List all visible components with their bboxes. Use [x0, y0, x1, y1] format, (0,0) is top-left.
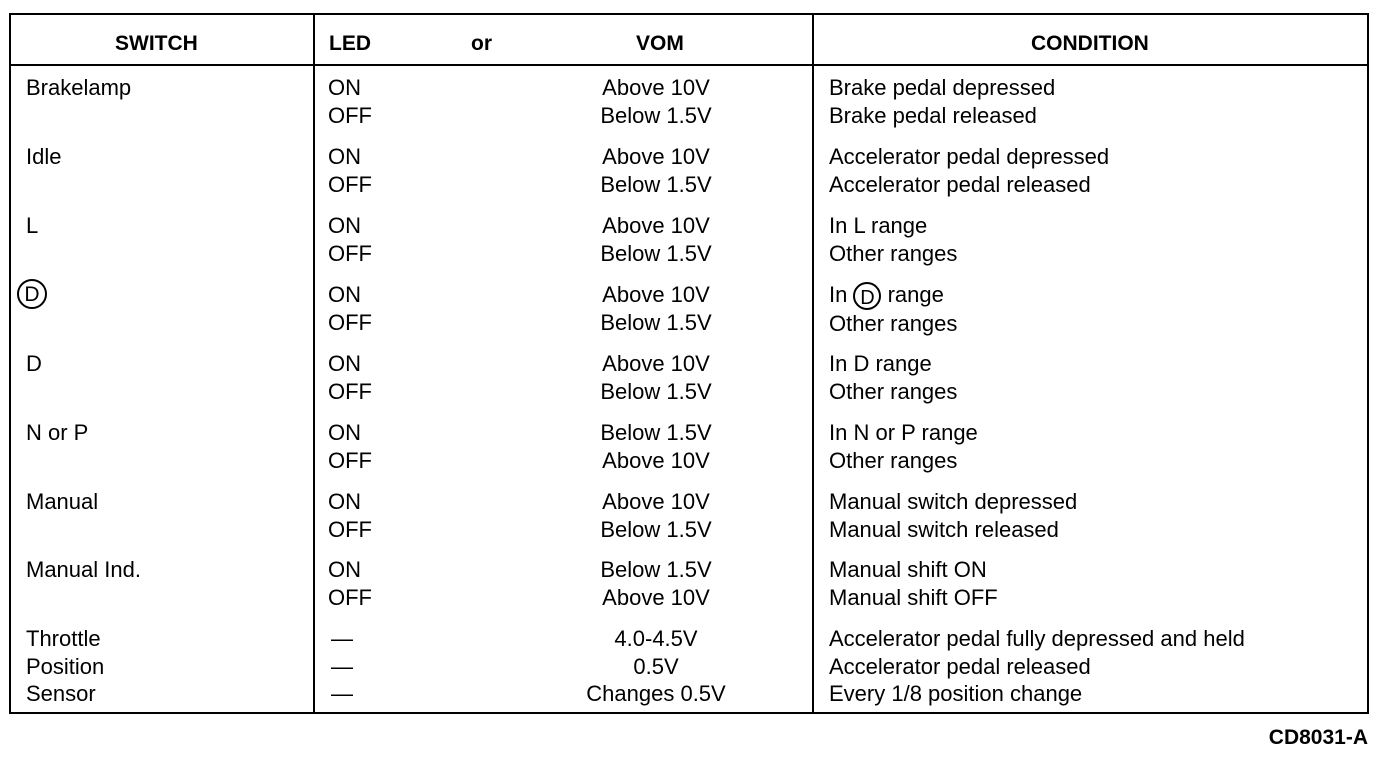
- condition-cell: [829, 143, 1109, 198]
- condition-value: In D range: [829, 351, 932, 376]
- switch-cell: [26, 625, 104, 708]
- vom-value: Below 1.5V: [600, 557, 712, 582]
- led-value: —: [331, 626, 353, 651]
- led-value: OFF: [328, 378, 372, 404]
- condition-cell: [829, 419, 978, 474]
- led-cell: [328, 350, 372, 405]
- led-value: OFF: [328, 171, 372, 197]
- condition-value: In L range: [829, 213, 928, 238]
- led-value: OFF: [328, 102, 372, 128]
- condition-cell: [829, 350, 957, 405]
- circled-d-symbol: D: [17, 279, 47, 309]
- figure-id: CD8031-A: [1268, 726, 1368, 749]
- condition-value: Accelerator pedal released: [829, 653, 1091, 679]
- led-value: —: [331, 653, 353, 679]
- condition-text: In: [829, 282, 848, 307]
- led-cell: [328, 212, 372, 267]
- condition-value: Manual switch depressed: [829, 489, 1078, 514]
- condition-value: Accelerator pedal fully depressed and held: [829, 626, 1245, 651]
- condition-cell: [829, 488, 1077, 543]
- vom-value: Above 10V: [602, 75, 710, 100]
- vom-value: Above 10V: [602, 213, 710, 238]
- led-value: OFF: [328, 516, 372, 542]
- switch-cell: Idle: [26, 144, 62, 169]
- vom-value: Above 10V: [602, 351, 710, 376]
- vom-value: Above 10V: [602, 447, 710, 473]
- condition-cell: [829, 281, 957, 338]
- switch-cell: D: [26, 351, 42, 376]
- vom-value: 0.5V: [633, 653, 679, 679]
- led-value: OFF: [328, 447, 372, 473]
- led-value: —: [331, 681, 353, 706]
- vom-cell: [571, 281, 741, 336]
- vom-value: Above 10V: [602, 144, 710, 169]
- condition-value: Other ranges: [829, 378, 958, 404]
- led-value: ON: [328, 489, 361, 514]
- vom-cell: [571, 625, 741, 708]
- vom-value: Below 1.5V: [600, 516, 712, 542]
- condition-value: Manual switch released: [829, 516, 1059, 542]
- led-cell: [328, 74, 372, 129]
- condition-cell: [829, 212, 957, 267]
- vom-cell: [571, 74, 741, 129]
- header-or: or: [471, 32, 492, 55]
- condition-value: Other ranges: [829, 240, 958, 266]
- switch-cell: L: [26, 213, 39, 238]
- led-value: ON: [328, 557, 361, 582]
- vom-value: Below 1.5V: [600, 309, 712, 335]
- led-cell: [328, 419, 372, 474]
- header-switch: SWITCH: [115, 32, 198, 55]
- condition-value: Brake pedal depressed: [829, 75, 1056, 100]
- vom-cell: [571, 419, 741, 474]
- vom-value: Changes 0.5V: [586, 681, 726, 706]
- vom-value: Above 10V: [602, 489, 710, 514]
- led-value: ON: [328, 351, 361, 376]
- vom-value: Above 10V: [602, 282, 710, 307]
- condition-value: Accelerator pedal depressed: [829, 144, 1110, 169]
- led-cell: [328, 488, 372, 543]
- condition-cell: [829, 556, 998, 611]
- column-divider: [812, 15, 814, 712]
- led-value: ON: [328, 144, 361, 169]
- switch-cell: [17, 279, 47, 309]
- led-cell: [328, 143, 372, 198]
- condition-cell: [829, 74, 1055, 129]
- header-led: LED: [329, 32, 371, 55]
- condition-value: Manual shift OFF: [829, 584, 998, 610]
- vom-cell: [571, 350, 741, 405]
- header-vom: VOM: [636, 32, 684, 55]
- switch-test-table: [9, 13, 1369, 714]
- led-value: ON: [328, 75, 361, 100]
- vom-cell: [571, 556, 741, 611]
- led-cell: [328, 556, 372, 611]
- led-cell: [328, 281, 372, 336]
- vom-cell: [571, 488, 741, 543]
- condition-value: Other ranges: [829, 311, 958, 337]
- condition-text: range: [887, 282, 944, 307]
- led-value: OFF: [328, 584, 372, 610]
- led-value: OFF: [328, 240, 372, 266]
- vom-cell: [571, 143, 741, 198]
- condition-value: Brake pedal released: [829, 102, 1037, 128]
- vom-value: 4.0-4.5V: [614, 626, 698, 651]
- header-condition: CONDITION: [1031, 32, 1149, 55]
- led-value: ON: [328, 420, 361, 445]
- switch-value: Sensor: [26, 681, 96, 706]
- condition-value: Every 1/8 position change: [829, 681, 1083, 706]
- vom-value: Below 1.5V: [600, 102, 712, 128]
- vom-value: Below 1.5V: [600, 240, 712, 266]
- vom-value: Below 1.5V: [600, 378, 712, 404]
- switch-cell: N or P: [26, 420, 89, 445]
- condition-value: Accelerator pedal released: [829, 171, 1091, 197]
- vom-value: Below 1.5V: [600, 420, 712, 445]
- led-value: OFF: [328, 309, 372, 335]
- column-divider: [313, 15, 315, 712]
- switch-value: Position: [26, 653, 105, 679]
- vom-value: Above 10V: [602, 584, 710, 610]
- switch-cell: Manual Ind.: [26, 557, 141, 582]
- condition-value: In N or P range: [829, 420, 978, 445]
- circled-d-symbol: D: [853, 282, 881, 310]
- vom-cell: [571, 212, 741, 267]
- led-cell: [331, 625, 353, 708]
- condition-cell: [829, 625, 1245, 708]
- condition-value: Other ranges: [829, 447, 958, 473]
- vom-value: Below 1.5V: [600, 171, 712, 197]
- condition-value: [829, 281, 957, 310]
- condition-value: Manual shift ON: [829, 557, 987, 582]
- switch-cell: Brakelamp: [26, 75, 132, 100]
- switch-value: Throttle: [26, 626, 101, 651]
- header-divider: [11, 64, 1367, 66]
- led-value: ON: [328, 282, 361, 307]
- switch-cell: Manual: [26, 489, 99, 514]
- led-value: ON: [328, 213, 361, 238]
